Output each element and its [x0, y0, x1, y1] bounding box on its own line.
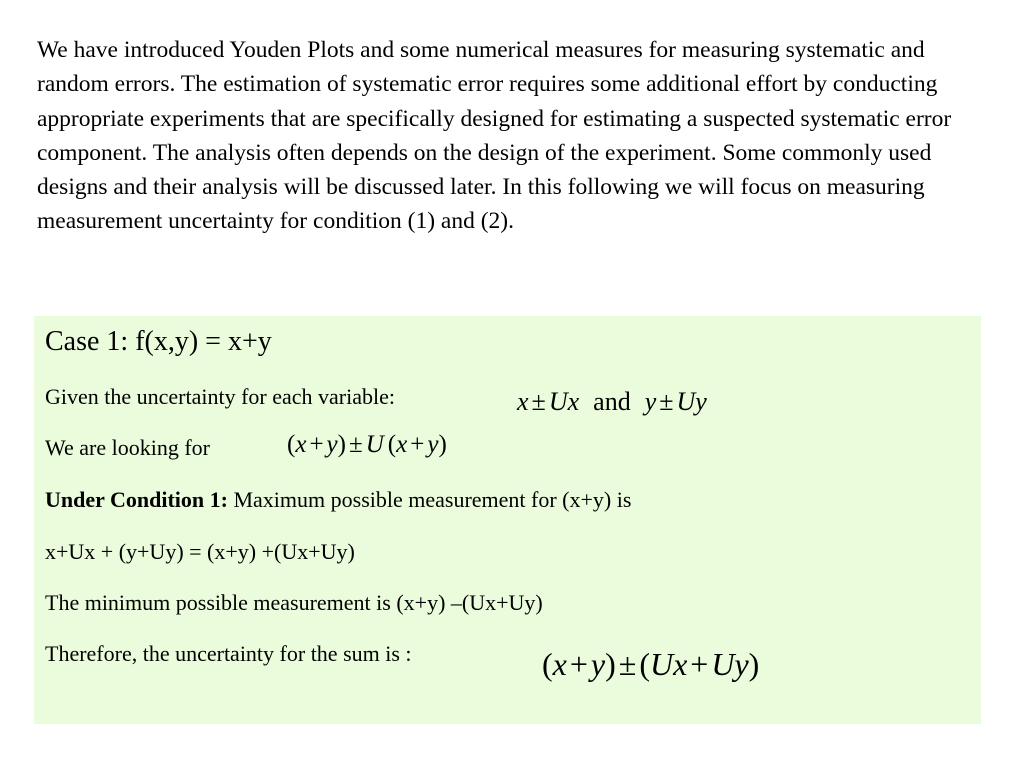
math-plus: + — [569, 646, 588, 682]
condition-text: Maximum possible measurement for (x+y) is — [227, 487, 632, 512]
math-plus: + — [690, 646, 709, 682]
math-plus-minus: ± — [348, 431, 363, 458]
condition-line — [45, 487, 631, 513]
math-paren: ) — [438, 431, 447, 458]
math-plus: + — [410, 431, 425, 458]
intro-paragraph: We have introduced Youden Plots and some numerical measures for measuring systematic and random errors. The estimation of systematic error requires some additional effort by conducting appropriate experiments that are specifically designed for estimating a suspected systematic error component. The analysis often depends on the design of the experiment. Some commonly used designs and their analysis will be discussed later. In this following we will focus on measuring measurement uncertainty for condition (1) and (2). — [37, 37, 952, 235]
math-y: y — [427, 431, 439, 458]
math-paren: ) — [605, 646, 616, 682]
min-measurement-line: The minimum possible measurement is (x+y) –(Ux+Uy) — [45, 590, 543, 615]
math-uy: Uy — [711, 646, 749, 682]
math-uy: Uy — [676, 387, 707, 416]
math-y: y — [590, 646, 606, 682]
math-plus-minus: ± — [659, 387, 674, 416]
result-formula — [542, 646, 759, 683]
math-x: x — [552, 646, 567, 682]
math-paren: ( — [542, 646, 553, 682]
math-paren: ( — [387, 431, 397, 458]
given-label: Given the uncertainty for each variable: — [45, 384, 396, 409]
math-u: U — [365, 431, 384, 458]
math-plus-minus: ± — [618, 646, 637, 682]
math-y: y — [326, 431, 338, 458]
math-and: and — [593, 387, 631, 416]
looking-formula — [287, 431, 447, 459]
condition-heading: Under Condition 1: — [45, 487, 228, 512]
math-y: y — [644, 387, 657, 416]
math-plus-minus: ± — [531, 387, 546, 416]
therefore-label: Therefore, the uncertainty for the sum is : — [45, 641, 412, 666]
math-paren: ( — [639, 646, 650, 682]
math-ux: Ux — [548, 387, 580, 416]
looking-label: We are looking for — [45, 435, 210, 460]
math-x: x — [517, 387, 529, 416]
max-measurement-line: x+Ux + (y+Uy) = (x+y) +(Ux+Uy) — [45, 539, 355, 564]
math-paren: ) — [748, 646, 760, 682]
given-formula — [517, 387, 707, 417]
math-paren: ( — [287, 431, 296, 458]
math-plus: + — [309, 431, 324, 458]
math-ux: Ux — [649, 646, 688, 682]
math-x: x — [295, 431, 307, 458]
math-paren: ) — [337, 431, 346, 458]
math-x: x — [396, 431, 408, 458]
case-title: Case 1: f(x,y) = x+y — [45, 326, 272, 357]
